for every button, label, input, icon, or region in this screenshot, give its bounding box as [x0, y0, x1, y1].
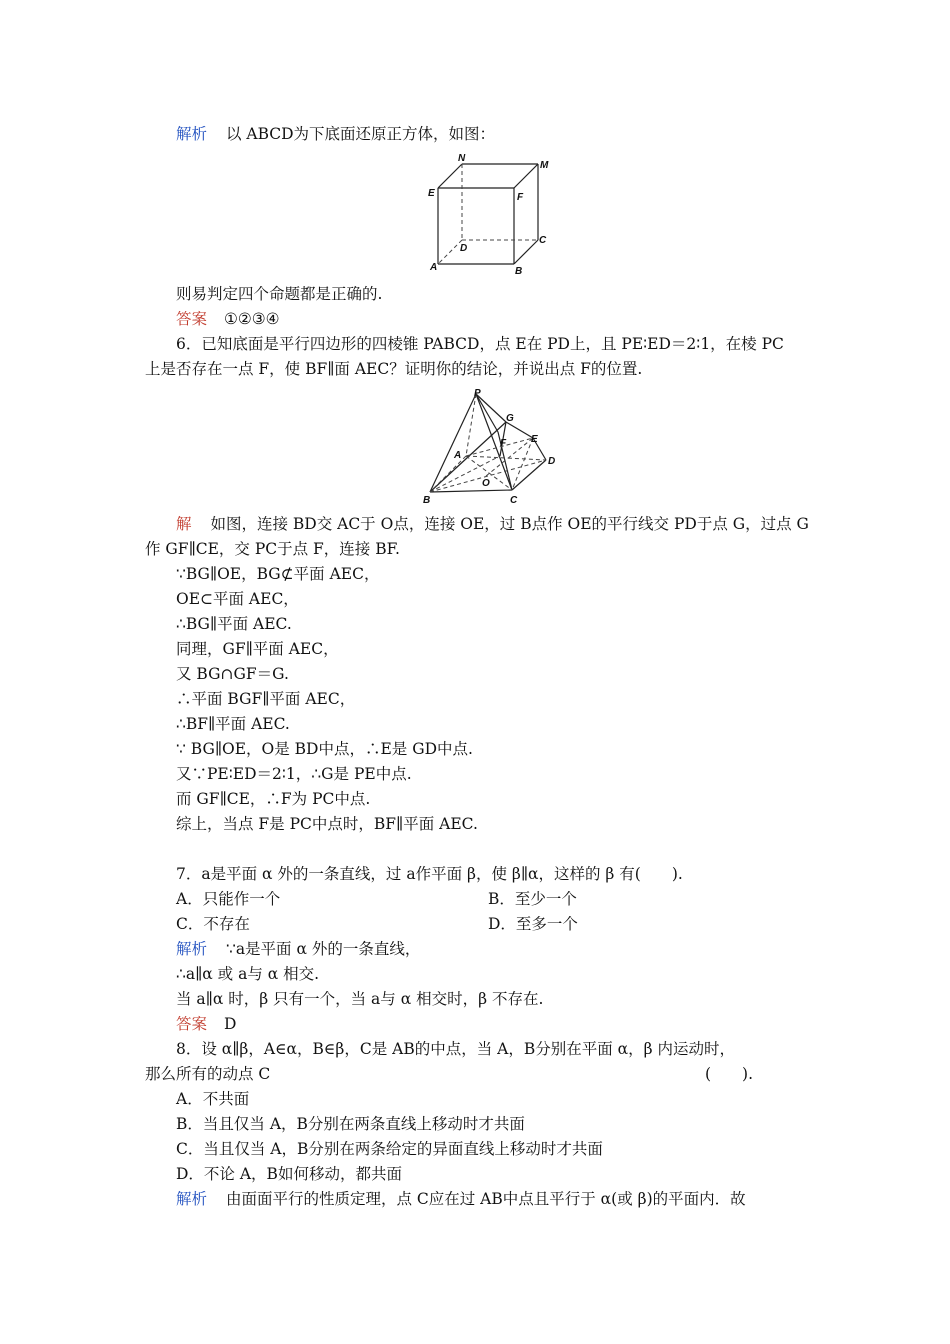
q7-answer-value: D	[223, 1015, 237, 1033]
q5-conclusion: 则易判定四个命题都是正确的.	[176, 285, 383, 303]
q7-answer-label: 答案	[176, 1015, 208, 1033]
q6-step: ∴BF∥平面 AEC.	[176, 715, 290, 733]
q7-option-a: A．只能作一个	[176, 890, 281, 908]
q8-option-b: B．当且仅当 A，B分别在两条直线上移动时才共面	[176, 1115, 525, 1133]
q6-solution-text: 如图，连接 BD交 AC于 O点，连接 OE，过 B点作 OE的平行线交 PD于点 G，过点 G	[210, 515, 809, 533]
q7-analysis-text: ∵a是平面 α 外的一条直线，	[225, 940, 421, 958]
q8-stem-line2-row	[145, 1064, 805, 1084]
q6-step: 综上，当点 F是 PC中点时，BF∥平面 AEC.	[176, 815, 478, 833]
pyramid-label-g: G	[506, 413, 514, 424]
cube-label-a: A	[430, 262, 438, 273]
q6-solution-label: 解	[176, 515, 192, 533]
q7-analysis-line3: 当 a∥α 时，β 只有一个，当 a与 α 相交时，β 不存在.	[176, 990, 544, 1008]
q5-answer-value: ①②③④	[223, 310, 280, 328]
pyramid-label-c: C	[510, 495, 518, 506]
q6-stem-line1: 6．已知底面是平行四边形的四棱锥 PABCD，点 E在 PD上，且 PE∶ED＝2∶1，在棱 PC	[176, 335, 784, 353]
q7-options-row2	[176, 914, 776, 934]
q8-stem-line2: 那么所有的动点 C	[145, 1065, 271, 1083]
cube-label-f: F	[517, 192, 524, 203]
q7-options-row1	[176, 889, 776, 909]
pyramid-label-p: P	[474, 388, 481, 399]
q8-option-c: C．当且仅当 A，B分别在两条给定的异面直线上移动时才共面	[176, 1140, 603, 1158]
q6-solution-line2: 作 GF∥CE，交 PC于点 F，连接 BF.	[145, 540, 400, 558]
cube-label-n: N	[458, 153, 466, 164]
q8-option-a: A．不共面	[176, 1090, 250, 1108]
q6-step: 又 BG∩GF＝G.	[176, 665, 289, 683]
q8-analysis-text: 由面面平行的性质定理，点 C应在过 AB中点且平行于 α(或 β)的平面内．故	[225, 1190, 746, 1208]
pyramid-label-b: B	[423, 495, 431, 506]
q8-analysis-label: 解析	[176, 1190, 208, 1208]
pyramid-label-o: O	[482, 478, 490, 489]
q6-step: ∵ BG∥OE，O是 BD中点，∴E是 GD中点.	[176, 740, 473, 758]
q7-answer-line	[176, 1014, 236, 1034]
q7-analysis-label: 解析	[176, 940, 208, 958]
q8-stem-line1: 8．设 α∥β，A∈α，B∈β，C是 AB的中点，当 A，B分别在平面 α，β 内运动时，	[176, 1040, 736, 1058]
pyramid-label-d: D	[548, 456, 556, 467]
q7-option-c: C．不存在	[176, 915, 250, 933]
q6-step: ∴BG∥平面 AEC.	[176, 615, 292, 633]
cube-label-m: M	[540, 160, 549, 171]
q6-step: 而 GF∥CE，∴F为 PC中点.	[176, 790, 371, 808]
q6-step: 又∵PE∶ED＝2∶1，∴G是 PE中点.	[176, 765, 412, 783]
cube-label-e: E	[428, 188, 435, 199]
q6-solution-line1	[176, 514, 809, 534]
q7-stem: 7．a是平面 α 外的一条直线，过 a作平面 β，使 β∥α，这样的 β 有( ).	[176, 865, 683, 883]
q5-analysis-text: 以 ABCD为下底面还原正方体，如图：	[225, 125, 496, 143]
cube-label-b: B	[515, 266, 523, 277]
pyramid-label-e: E	[531, 434, 538, 445]
q7-option-d: D．至多一个	[488, 915, 578, 933]
cube-label-c: C	[539, 235, 547, 246]
q6-step: ∵BG∥OE，BG⊄平面 AEC，	[176, 565, 380, 583]
q5-answer-label: 答案	[176, 310, 208, 328]
pyramid-figure	[420, 386, 570, 508]
q6-step: 同理，GF∥平面 AEC，	[176, 640, 339, 658]
pyramid-label-a: A	[454, 450, 462, 461]
q5-answer-line	[176, 309, 280, 329]
q6-stem-line2: 上是否存在一点 F，使 BF∥面 AEC？证明你的结论，并说出点 F的位置.	[145, 360, 643, 378]
q6-step: ∴平面 BGF∥平面 AEC，	[176, 690, 356, 708]
q6-step: OE⊂平面 AEC，	[176, 590, 299, 608]
q7-analysis-line	[176, 939, 420, 959]
q8-option-d: D．不论 A，B如何移动，都共面	[176, 1165, 402, 1183]
q5-analysis-line	[176, 124, 495, 144]
q8-analysis-line	[176, 1189, 746, 1209]
q5-analysis-label: 解析	[176, 125, 208, 143]
q8-answer-bracket: ( ).	[705, 1065, 754, 1083]
pyramid-label-f: F	[500, 438, 507, 449]
cube-label-d: D	[460, 243, 468, 254]
cube-figure	[420, 150, 550, 278]
q7-analysis-line2: ∴a∥α 或 a与 α 相交.	[176, 965, 320, 983]
q7-option-b: B．至少一个	[488, 890, 577, 908]
